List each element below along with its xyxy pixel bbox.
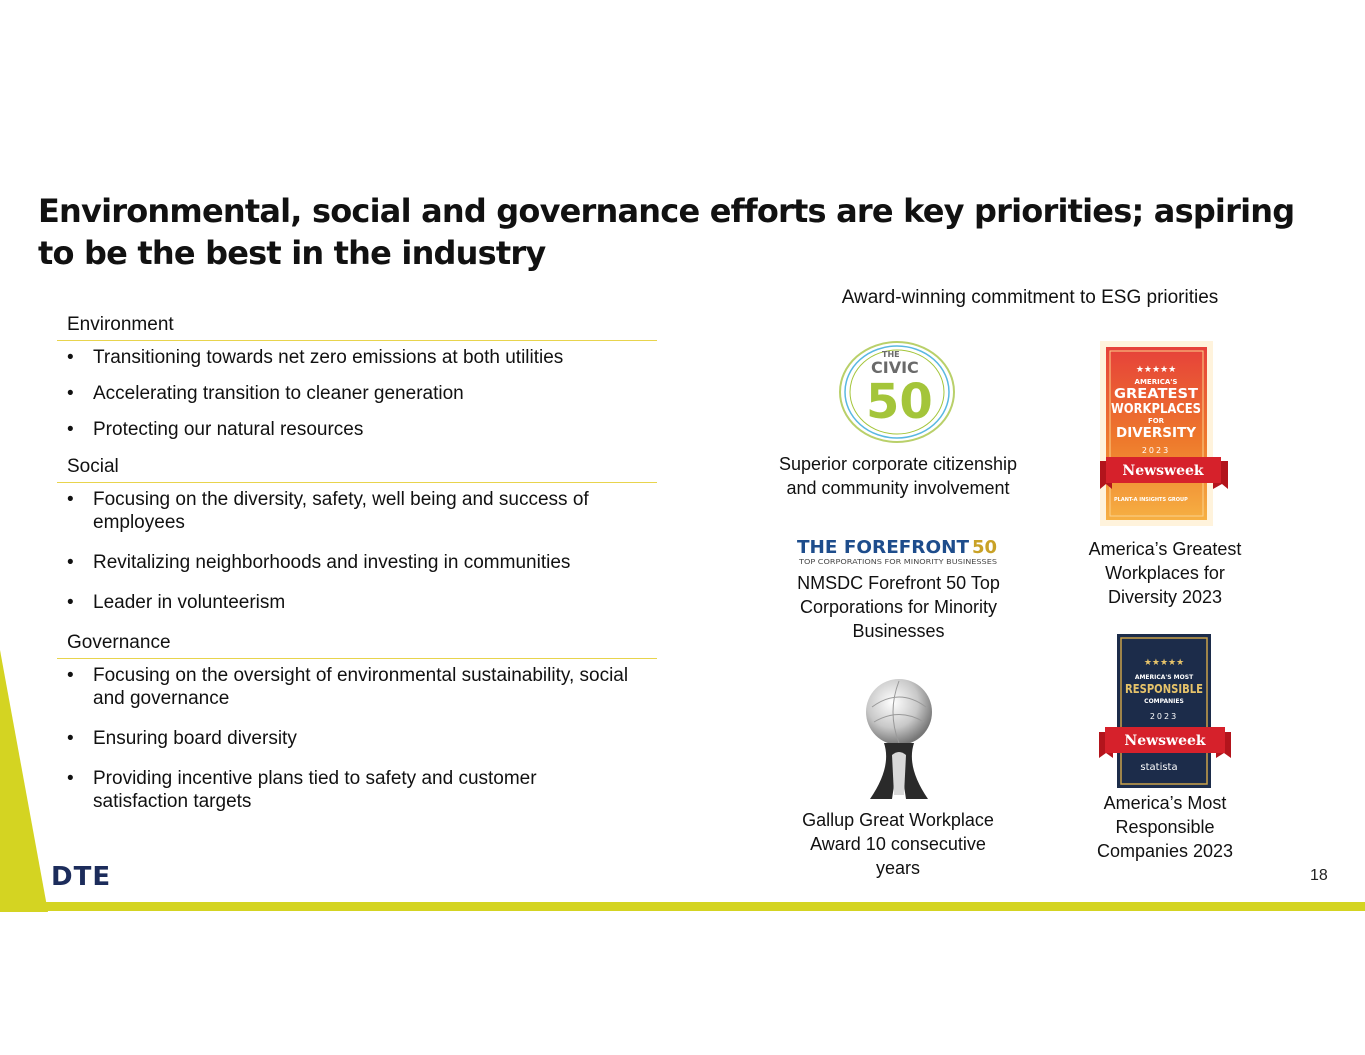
forefront-50-caption: NMSDC Forefront 50 Top Corporations for Minority Businesses	[797, 573, 1000, 641]
responsible-year-text: 2023	[1149, 712, 1179, 721]
civic-50-logo	[835, 340, 960, 445]
page-number: 18	[1310, 867, 1328, 884]
bullet-item: • Focusing on the diversity, safety, well being and success of employees	[57, 488, 657, 534]
accent-triangle	[0, 650, 48, 912]
diversity-top-text: AMERICA'S	[1134, 378, 1178, 386]
responsible-award-badge	[1099, 634, 1233, 788]
responsible-brand-text: Newsweek	[1124, 733, 1206, 749]
bullet-item: • Providing incentive plans tied to safety and customer satisfaction targets	[57, 767, 657, 813]
diversity-award-badge	[1100, 341, 1230, 526]
responsible-award-caption: America’s Most Responsible Companies 2023	[1096, 793, 1234, 861]
bullet-item: • Focusing on the oversight of environmental sustainability, social and governance	[57, 664, 657, 710]
slide-title: Environmental, social and governance efforts are key priorities; aspiring to be the best in the industry	[38, 192, 1295, 272]
section-heading-social: Social	[57, 454, 657, 483]
bullet-item: • Ensuring board diversity	[57, 727, 657, 750]
bullet-item: • Protecting our natural resources	[57, 418, 657, 441]
section-heading-governance: Governance	[57, 630, 657, 659]
section-heading-environment: Environment	[57, 312, 657, 341]
environment-bullets	[57, 346, 657, 441]
forefront-sub-text: TOP CORPORATIONS FOR MINORITY BUSINESSES	[797, 558, 998, 566]
diversity-award-caption: America’s Greatest Workplaces for Diversity 2023	[1088, 539, 1242, 607]
bullet-item: • Accelerating transition to cleaner generation	[57, 382, 657, 405]
forefront-main-text: THE FOREFRONT	[797, 537, 970, 558]
responsible-line2-text: COMPANIES	[1144, 698, 1184, 705]
diversity-line2-text: WORKPLACES	[1111, 402, 1201, 417]
social-bullets	[57, 488, 657, 614]
forefront-number-text: 50	[972, 537, 998, 558]
responsible-partner-text: statista	[1140, 762, 1178, 773]
bullet-item: • Leader in volunteerism	[57, 591, 657, 614]
forefront-50-logo	[795, 535, 1002, 567]
civic-50-caption: Superior corporate citizenship and community involvement	[778, 454, 1018, 498]
svg-text:★★★★★: ★★★★★	[1135, 365, 1177, 375]
dte-logo: DTE	[51, 862, 112, 892]
diversity-line4-text: DIVERSITY	[1116, 426, 1197, 441]
civic-number-text: 50	[866, 374, 933, 430]
responsible-top-text: AMERICA'S MOST	[1134, 674, 1194, 681]
esg-priorities-list	[57, 312, 657, 826]
diversity-year-text: 2023	[1141, 446, 1171, 455]
civic-the-text: THE	[882, 350, 900, 359]
gallup-trophy-icon	[862, 677, 937, 803]
governance-bullets	[57, 664, 657, 813]
bullet-item: • Revitalizing neighborhoods and investing in communities	[57, 551, 657, 574]
diversity-line1-text: GREATEST	[1114, 387, 1199, 402]
diversity-brand-text: Newsweek	[1122, 463, 1204, 479]
bullet-item: • Transitioning towards net zero emissions at both utilities	[57, 346, 657, 369]
gallup-caption: Gallup Great Workplace Award 10 consecutive years	[802, 810, 994, 878]
diversity-partner-text: PLANT-A INSIGHTS GROUP	[1114, 497, 1188, 503]
svg-text:★★★★★: ★★★★★	[1143, 658, 1185, 668]
diversity-line3-text: FOR	[1147, 417, 1165, 425]
responsible-line1-text: RESPONSIBLE	[1125, 682, 1203, 696]
bottom-accent-bar	[0, 902, 1365, 911]
civic-word-text: CIVIC	[871, 358, 919, 377]
awards-heading: Award-winning commitment to ESG priorities	[841, 287, 1219, 308]
